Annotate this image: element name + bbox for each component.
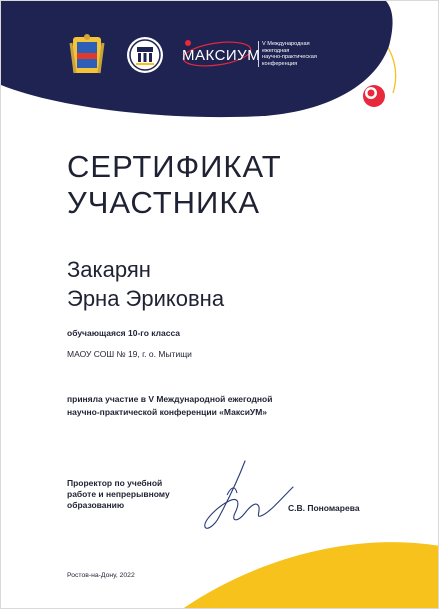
signer-name: С.В. Пономарева: [288, 503, 360, 513]
recipient-name: [67, 255, 224, 313]
signer-role-line: образованию: [67, 500, 125, 510]
conference-description: [258, 41, 334, 67]
maxium-logo-text: МАКСИУМ: [182, 47, 261, 64]
signer-role-line: работе и непрерывному: [67, 489, 170, 499]
signer-role: [67, 478, 170, 511]
signer-role-line: Проректор по учебной: [67, 478, 163, 488]
conference-description-line: научно-практическая: [262, 54, 317, 61]
given-name: Эрна Эриковна: [67, 286, 225, 311]
surname: Закарян: [67, 257, 151, 282]
conference-description-line: ежегодная: [262, 47, 290, 54]
handwritten-signature-icon: [197, 457, 297, 535]
school-text: МАОУ СОШ № 19, г. о. Мытищи: [67, 349, 192, 359]
yellow-footer-blob: [181, 542, 439, 609]
conference-description-line: конференция: [262, 60, 298, 67]
participation-line: приняла участие в V Международной ежегодной: [67, 394, 273, 404]
participation-line: научно-практической конференции «МаксиУМ»: [67, 406, 268, 417]
certificate-title: [67, 149, 282, 221]
conference-description-line: V Международная: [262, 41, 310, 47]
participation-text: [67, 393, 272, 418]
title-line: УЧАСТНИКА: [67, 185, 261, 220]
coat-of-arms-icon: [67, 33, 107, 78]
place-and-year: Ростов-на-Дону, 2022: [67, 572, 135, 579]
grade-text: обучающаяся 10-го класса: [67, 328, 181, 338]
title-line: СЕРТИФИКАТ: [67, 149, 282, 184]
dstu-logo-icon: [126, 36, 164, 74]
